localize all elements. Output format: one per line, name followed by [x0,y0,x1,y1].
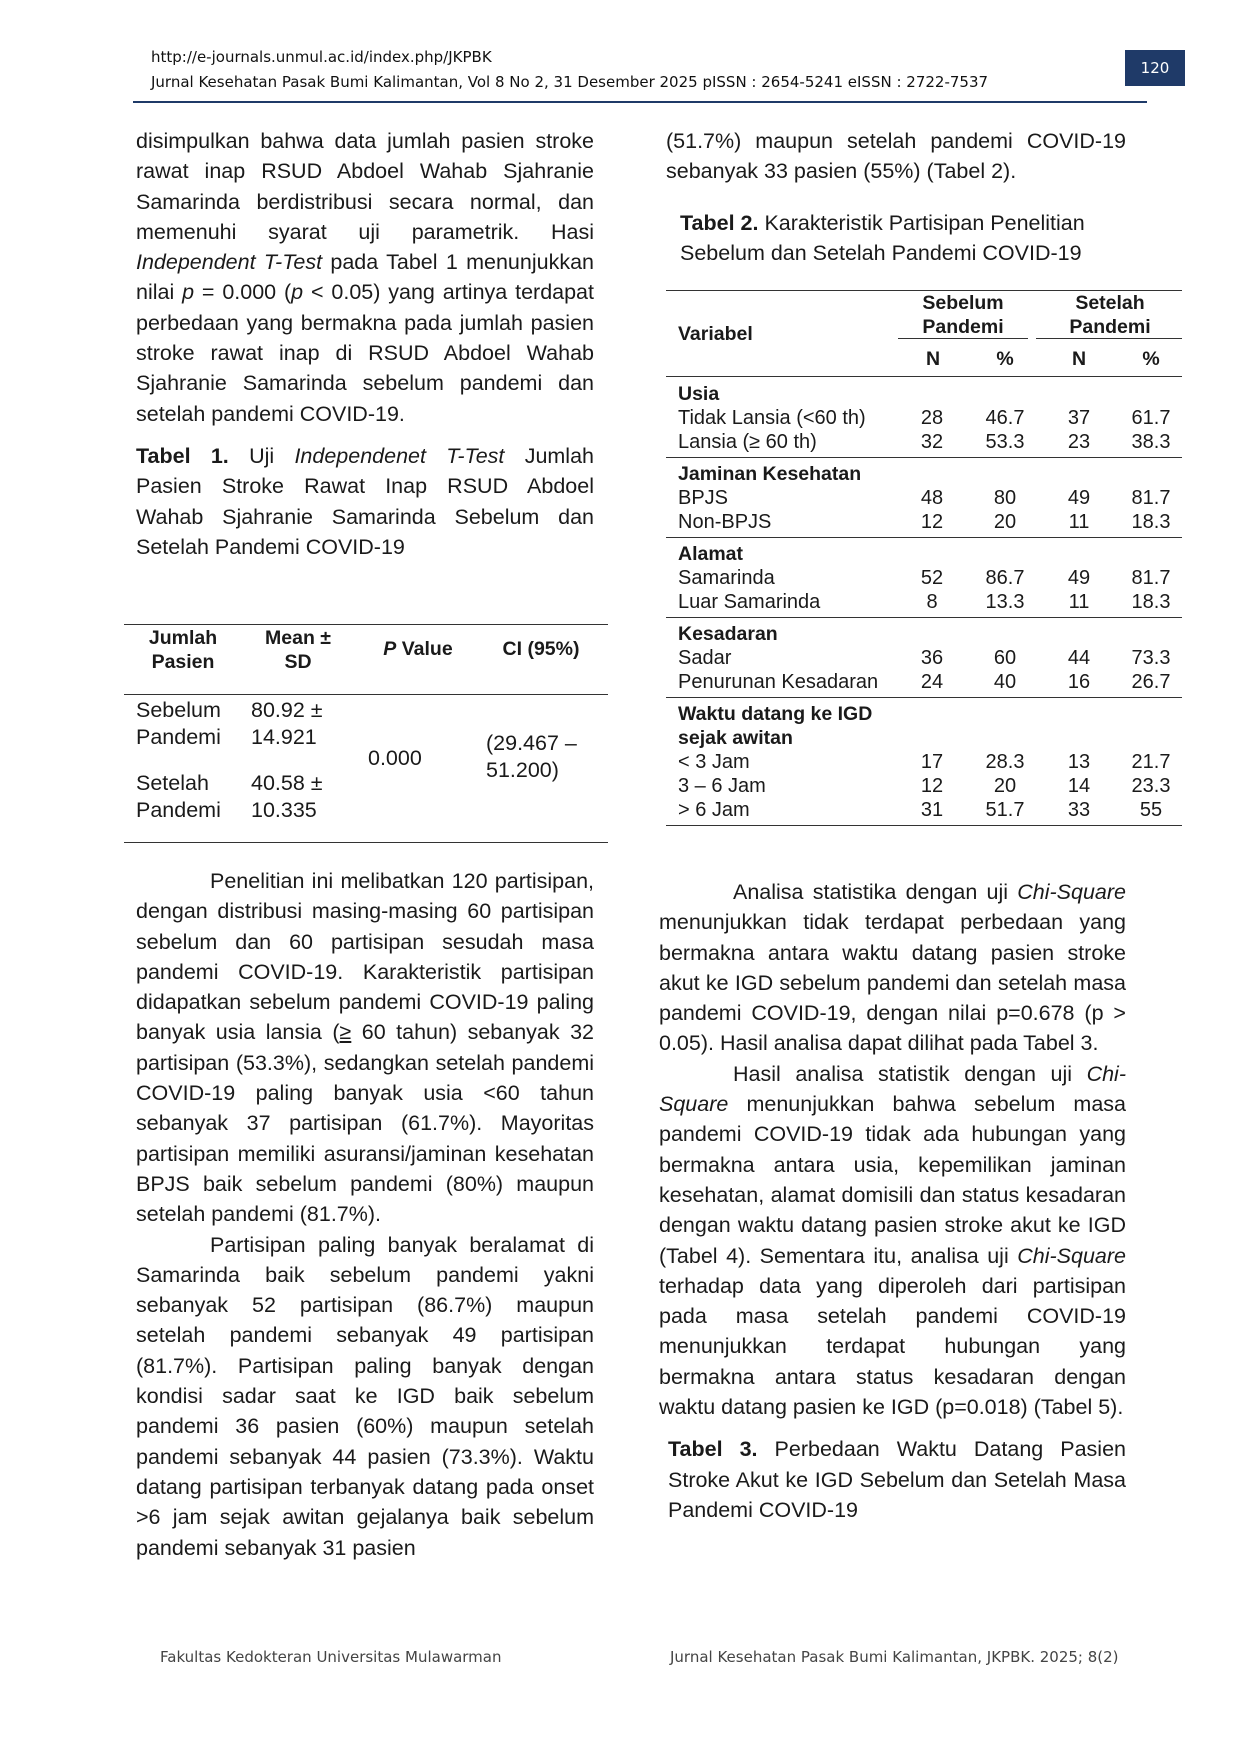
table2-cell-p2: 81.7 [1131,487,1171,509]
table2-cell-p1: 80 [993,487,1017,509]
table2-cell-label: > 6 Jam [678,799,750,821]
table2-cell-n1: 24 [920,671,944,693]
table1-caption: Tabel 1. Uji Independenet T-Test Jumlah Pasien Stroke Rawat Inap RSUD Abdoel Wahab Sjahranie Samarinda Sebelum dan Setelah Pandemi COVID-19 [136,443,594,559]
table2-cell-p2: 81.7 [1131,567,1171,589]
table2-row [666,510,1182,534]
table2-cell-n2: 14 [1067,775,1091,797]
table2-cell-n1: 28 [920,407,944,429]
table2-cell-p1: 51.7 [985,799,1025,821]
paragraph: (51.7%) maupun setelah pandemi COVID-19 sebanyak 33 pasien (55%) (Tabel 2). [666,129,1126,184]
table2-group-rule [666,697,1182,698]
table2-row [666,774,1182,798]
footer-left: Fakultas Kedokteran Universitas Mulawarman [160,1648,502,1666]
table2-group-title: Kesadaran [678,623,778,645]
table2-cell-n2: 11 [1068,511,1090,533]
right-column-lower [659,877,1126,1525]
table2-cell-n1: 32 [920,431,944,453]
table2-header-setelah: Setelah Pandemi [1069,292,1151,338]
table1-row-setelah-mean: 40.58 ± 10.335 [251,771,323,822]
journal-url[interactable]: http://e-journals.unmul.ac.id/index.php/JKPBK [151,48,492,66]
table2-cell-p2: 18.3 [1131,591,1171,613]
table2-group-title: Alamat [678,543,744,565]
table2-cell-n2: 13 [1067,751,1091,773]
left-column [136,126,594,562]
table2-header-variabel: Variabel [678,323,753,345]
table1-row-setelah-label: Setelah Pandemi [136,771,221,822]
table2-cell-label: Lansia (≥ 60 th) [678,431,817,453]
table1-header-ci: CI (95%) [502,638,580,660]
table2-cell-p2: 21.7 [1131,751,1171,773]
table2-cell-n2: 11 [1068,591,1090,613]
table2-cell-n1: 31 [920,799,944,821]
table2-header-pct1: % [996,348,1014,370]
table2-cell-n1: 52 [920,567,944,589]
paragraph: Analisa statistika dengan uji Chi-Square menunjukkan tidak terdapat perbedaan yang bermakna antara waktu datang pasien stroke akut ke IGD sebelum pandemi dan setelah masa pandemi COVID-19, dengan nilai p=0.678 (p > 0.05). Hasil analisa dapat dilihat pada Tabel 3. [659,880,1126,1056]
table2-group-rule [666,537,1182,538]
table2-row [666,406,1182,430]
table2-cell-p1: 20 [993,775,1017,797]
table2-cell-p2: 23.3 [1131,775,1171,797]
footer-right: Jurnal Kesehatan Pasak Bumi Kalimantan, JKPBK. 2025; 8(2) [670,1648,1119,1666]
table2-cell-p2: 26.7 [1131,671,1171,693]
table2-cell-n2: 16 [1067,671,1091,693]
table2-cell-n2: 49 [1067,487,1091,509]
table2-cell-label: Sadar [678,647,732,669]
paragraph: Penelitian ini melibatkan 120 partisipan, dengan distribusi masing-masing 60 partisipan sebelum dan 60 partisipan sesudah masa pandemi COVID-19. Karakteristik partisipan didapatkan sebelum pandemi COVID-19 paling banyak usia lansia (≥ 60 tahun) sebanyak 32 partisipan (53.3%), sedangkan setelah pandemi COVID-19 paling banyak usia <60 tahun sebanyak 37 partisipan (61.7%). Mayoritas partisipan memiliki asuransi/jaminan kesehatan BPJS baik sebelum pandemi (80%) maupun setelah pandemi (81.7%). [136,869,594,1227]
table2-cell-n1: 12 [920,511,944,533]
table2-cell-p1: 86.7 [985,567,1025,589]
table1-header-p: P Value [383,638,453,660]
paragraph: Partisipan paling banyak beralamat di Samarinda baik sebelum pandemi yakni sebanyak 52 partisipan (86.7%) maupun setelah pandemi sebanyak 49 partisipan (81.7%). Partisipan paling banyak dengan kondisi sadar saat ke IGD baik sebelum pandemi 36 pasien (60%) maupun setelah pandemi sebanyak 44 pasien (73.3%). Waktu datang partisipan terbanyak datang pada onset >6 jam sejak awitan gejalanya baik sebelum pandemi sebanyak 31 pasien [136,1232,594,1560]
table2-cell-p1: 13.3 [985,591,1025,613]
table2-row [666,566,1182,590]
table2-group-rule [666,825,1182,826]
table2-group-rule [666,457,1182,458]
table2-cell-label: 3 – 6 Jam [678,775,766,797]
table1-ci-value: (29.467 – 51.200) [486,731,577,782]
table2-cell-n1: 8 [926,591,938,613]
table2-caption-block [680,208,1120,269]
page-number: 120 [1125,50,1185,86]
table2-caption: Tabel 2. Karakteristik Partisipan Penelitian Sebelum dan Setelah Pandemi COVID-19 [680,211,1085,266]
table1-rule-mid [124,694,608,695]
table2-cell-p2: 73.3 [1131,647,1171,669]
table2-row [666,430,1182,454]
table2-cell-n2: 37 [1067,407,1091,429]
table2-header-n2: N [1071,348,1087,370]
table2-cell-p1: 46.7 [985,407,1025,429]
table2-header-sebelum: Sebelum Pandemi [922,292,1004,338]
table2-row [666,750,1182,774]
table1-rule-bottom [124,842,608,843]
table2-cell-n1: 48 [920,487,944,509]
table2-row [666,646,1182,670]
right-column-top [666,126,1126,187]
table2-group-title: Waktu datang ke IGD sejak awitan [678,703,873,749]
paragraph: Hasil analisa statistik dengan uji Chi-Square menunjukkan bahwa sebelum masa pandemi COVID-19 tidak ada hubungan yang bermakna antara usia, kepemilikan jaminan kesehatan, alamat domisili dan status kesadaran dengan waktu datang pasien stroke akut ke IGD (Tabel 4). Sementara itu, analisa uji Chi-Square terhadap data yang diperoleh dari partisipan pada masa setelah pandemi COVID-19 menunjukkan terdapat hubungan yang bermakna antara status kesadaran dengan waktu datang pasien ke IGD (p=0.018) (Tabel 5). [659,1061,1126,1420]
table2-cell-p2: 38.3 [1131,431,1171,453]
table2-cell-p2: 55 [1139,799,1163,821]
table2-cell-p1: 40 [993,671,1017,693]
journal-info: Jurnal Kesehatan Pasak Bumi Kalimantan, Vol 8 No 2, 31 Desember 2025 pISSN : 2654-5241 eISSN : 2722-7537 [151,73,989,91]
table1-header-jumlah: Jumlah Pasien [148,627,218,673]
table2-rule-header [666,376,1182,377]
table2-row [666,590,1182,614]
table2-cell-n2: 49 [1067,567,1091,589]
table2-cell-n2: 44 [1067,647,1091,669]
table2-cell-n1: 12 [920,775,944,797]
table2-cell-p1: 60 [993,647,1017,669]
table2-cell-label: < 3 Jam [678,751,750,773]
table2-header-n1: N [925,348,941,370]
table1-rule-top [124,624,608,625]
table2-cell-p1: 20 [993,511,1017,533]
table2-cell-p1: 28.3 [985,751,1025,773]
table2-group-title: Usia [678,383,720,405]
table2-cell-p2: 18.3 [1131,511,1171,533]
table2-header-pct2: % [1142,348,1160,370]
table2-group-rule [666,617,1182,618]
table2-cell-label: Non-BPJS [678,511,772,533]
table2-group-title: Jaminan Kesehatan [678,463,862,485]
table1-row-sebelum-label: Sebelum Pandemi [136,698,221,749]
table2-row [666,670,1182,694]
table2-cell-p1: 53.3 [985,431,1025,453]
table2-cell-label: Penurunan Kesadaran [678,671,879,693]
paragraph: disimpulkan bahwa data jumlah pasien stroke rawat inap RSUD Abdoel Wahab Sjahranie Samarinda berdistribusi secara normal, dan memenuhi syarat uji parametrik. Hasi Independent T-Test pada Tabel 1 menunjukkan nilai p = 0.000 (p < 0.05) yang artinya terdapat perbedaan yang bermakna pada jumlah pasien stroke rawat inap di RSUD Abdoel Wahab Sjahranie Samarinda sebelum pandemi dan setelah pandemi COVID-19. [136,129,594,426]
header-divider [133,101,1147,103]
table1-p-value: 0.000 [368,746,422,770]
table2-cell-n1: 36 [920,647,944,669]
table2-cell-n1: 17 [920,751,944,773]
table2-cell-label: BPJS [678,487,729,509]
table1-header-mean: Mean ± SD [265,627,331,673]
table1-row-sebelum-mean: 80.92 ± 14.921 [251,698,323,749]
table2-row [666,486,1182,510]
table2-cell-label: Tidak Lansia (<60 th) [678,407,866,429]
left-column-lower [136,866,594,1563]
table2-row [666,798,1182,822]
table2-cell-n2: 33 [1067,799,1091,821]
table2-cell-p2: 61.7 [1131,407,1171,429]
table2-cell-n2: 23 [1067,431,1091,453]
table2-cell-label: Samarinda [678,567,775,589]
table3-caption: Tabel 3. Perbedaan Waktu Datang Pasien Stroke Akut ke IGD Sebelum dan Setelah Masa Pandemi COVID-19 [668,1437,1126,1522]
table2-cell-label: Luar Samarinda [678,591,821,613]
